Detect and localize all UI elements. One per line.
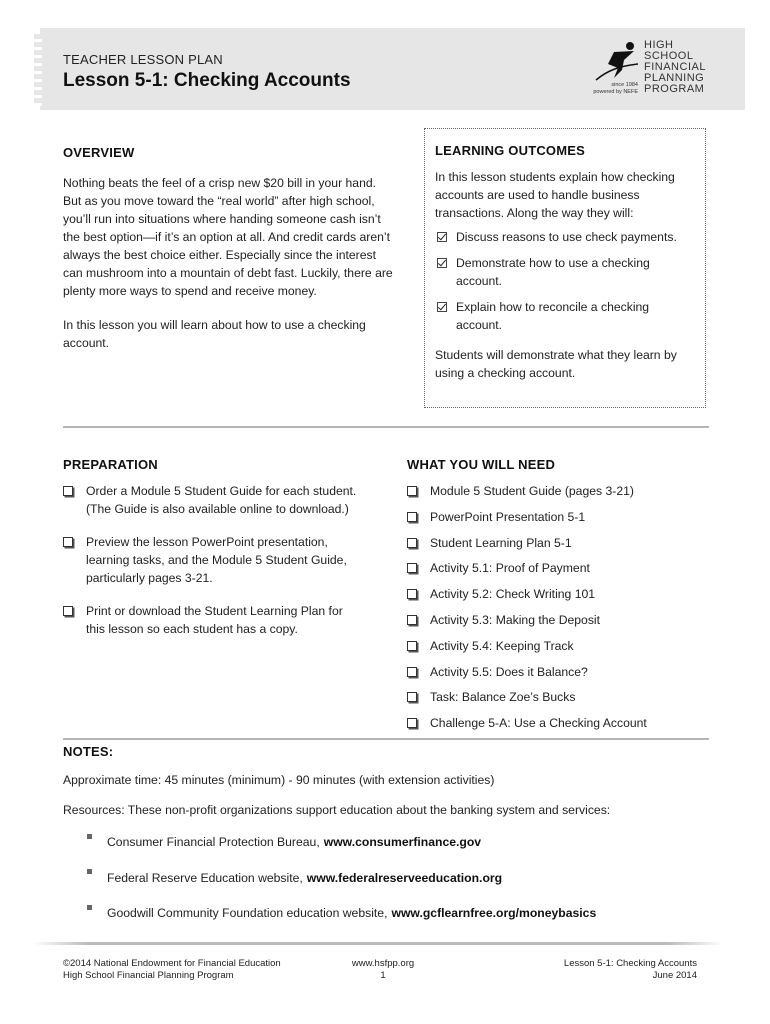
logo-line: FINANCIAL	[644, 61, 706, 73]
checked-box-icon	[437, 258, 447, 268]
empty-box-icon	[407, 692, 417, 702]
square-bullet-icon	[87, 905, 92, 910]
empty-box-icon	[407, 589, 417, 599]
list-item	[435, 298, 695, 334]
preparation-section	[63, 457, 363, 653]
empty-box-icon	[407, 538, 417, 548]
list-item	[435, 254, 695, 290]
footer-right	[497, 958, 697, 982]
learning-outcomes-heading: LEARNING OUTCOMES	[435, 143, 586, 158]
empty-box-icon	[63, 537, 73, 547]
material-text: Activity 5.4: Keeping Track	[430, 638, 574, 653]
checked-box-icon	[437, 302, 447, 312]
hsfpp-logo	[588, 38, 723, 98]
learning-outcomes-closing: Students will demonstrate what they learn by using a checking account.	[435, 348, 677, 380]
resources-list	[63, 821, 713, 922]
materials-list	[407, 482, 707, 732]
material-text: Activity 5.5: Does it Balance?	[430, 664, 588, 679]
footer-lesson-title: Lesson 5-1: Checking Accounts	[563, 958, 697, 969]
list-item	[407, 534, 707, 552]
empty-box-icon	[407, 615, 417, 625]
preparation-list	[63, 482, 363, 638]
list-item	[435, 228, 695, 246]
page-number: 1	[380, 970, 386, 981]
list-item	[407, 559, 707, 577]
preparation-text: Print or download the Student Learning Plan for this lesson so each student has a copy.	[86, 604, 343, 636]
empty-box-icon	[63, 606, 73, 616]
footer-copyright-line: ©2014 National Endowment for Financial Education	[63, 958, 281, 969]
empty-box-icon	[407, 667, 417, 677]
empty-box-icon	[407, 718, 417, 728]
material-text: Challenge 5-A: Use a Checking Account	[430, 716, 647, 731]
outcome-text: Explain how to reconcile a checking account.	[456, 300, 650, 332]
footer-program-line: High School Financial Planning Program	[63, 970, 234, 981]
square-bullet-icon	[87, 869, 92, 874]
what-you-will-need-section	[407, 457, 707, 740]
logo-line: HIGH	[644, 39, 674, 51]
what-you-will-need-heading: WHAT YOU WILL NEED	[407, 457, 556, 472]
list-item	[407, 714, 707, 732]
material-text: PowerPoint Presentation 5-1	[430, 509, 586, 524]
list-item	[407, 688, 707, 706]
learning-outcomes-box	[424, 128, 706, 408]
section-divider	[63, 738, 709, 740]
empty-box-icon	[63, 486, 73, 496]
footer-center	[318, 958, 448, 982]
logo-tagline	[588, 82, 638, 96]
logo-since: since 1984	[611, 82, 638, 88]
resource-org: Goodwill Community Foundation education website,	[107, 906, 388, 920]
list-item	[63, 821, 713, 851]
logo-line: SCHOOL	[644, 50, 694, 62]
material-text: Activity 5.3: Making the Deposit	[430, 612, 601, 627]
resource-link[interactable]: www.federalreserveeducation.org	[306, 870, 503, 885]
section-divider	[63, 426, 709, 428]
resource-link[interactable]: www.consumerfinance.gov	[323, 835, 482, 849]
logo-line: PLANNING	[644, 72, 705, 84]
list-item	[407, 482, 707, 500]
running-figure-icon	[594, 40, 642, 84]
footer-website[interactable]: www.hsfpp.org	[351, 958, 415, 969]
learning-outcomes-list	[435, 228, 695, 334]
material-text: Task: Balance Zoe’s Bucks	[430, 690, 576, 705]
preparation-text: Preview the lesson PowerPoint presentation, learning tasks, and the Module 5 Student Guide, particularly pages 3-21.	[86, 535, 347, 585]
resource-link[interactable]: www.gcflearnfree.org/moneybasics	[391, 906, 597, 920]
list-item	[407, 508, 707, 526]
overview-heading: OVERVIEW	[63, 145, 135, 160]
notes-heading: NOTES:	[63, 744, 114, 759]
approximate-time: Approximate time: 45 minutes (minimum) - 90 minutes (with extension activities)	[63, 773, 495, 787]
material-text: Activity 5.2: Check Writing 101	[430, 587, 596, 602]
list-item	[63, 892, 713, 922]
overview-section	[63, 145, 393, 352]
outcome-text: Demonstrate how to use a checking account.	[456, 256, 650, 288]
empty-box-icon	[407, 486, 417, 496]
material-text: Activity 5.1: Proof of Payment	[430, 561, 590, 576]
overview-paragraph: In this lesson you will learn about how to use a checking account.	[63, 318, 366, 350]
logo-powered: powered by NEFE	[593, 89, 638, 95]
checked-box-icon	[437, 232, 447, 242]
resource-org: Federal Reserve Education website,	[107, 870, 303, 885]
learning-outcomes-intro: In this lesson students explain how checking accounts are used to handle business transactions. Along the way they will:	[435, 170, 675, 220]
logo-wordmark	[644, 40, 706, 95]
footer-divider	[33, 942, 723, 945]
list-item	[63, 602, 363, 638]
notes-section	[63, 744, 713, 928]
resources-intro: Resources: These non-profit organizations support education about the banking system and services:	[63, 803, 611, 817]
list-item	[63, 482, 363, 518]
preparation-text: Order a Module 5 Student Guide for each student. (The Guide is also available online to download.)	[86, 484, 357, 516]
footer-date: June 2014	[652, 970, 697, 981]
empty-box-icon	[407, 641, 417, 651]
list-item	[407, 637, 707, 655]
list-item	[407, 663, 707, 681]
document-kicker: TEACHER LESSON PLAN	[63, 52, 223, 67]
resource-org: Consumer Financial Protection Bureau,	[107, 835, 320, 849]
overview-paragraph: Nothing beats the feel of a crisp new $20 bill in your hand. But as you move toward the “real world” after high school, you’ll run into situations where handing someone cash isn’t the best option—if it’s an option at all. And credit cards aren’t always the best choice either. Especially since the interest can mushroom into a mountain of debt fast. Luckily, there are plenty more ways to spend and receive money.	[63, 176, 393, 298]
list-item	[407, 611, 707, 629]
list-item	[63, 857, 713, 887]
footer-copyright	[63, 958, 281, 982]
material-text: Student Learning Plan 5-1	[430, 535, 572, 550]
logo-line: PROGRAM	[644, 83, 705, 95]
empty-box-icon	[407, 512, 417, 522]
list-item	[63, 533, 363, 587]
list-item	[407, 585, 707, 603]
page-title: Lesson 5-1: Checking Accounts	[63, 70, 351, 91]
square-bullet-icon	[87, 834, 92, 839]
outcome-text: Discuss reasons to use check payments.	[456, 230, 677, 244]
material-text: Module 5 Student Guide (pages 3-21)	[430, 484, 634, 498]
preparation-heading: PREPARATION	[63, 457, 158, 472]
empty-box-icon	[407, 563, 417, 573]
